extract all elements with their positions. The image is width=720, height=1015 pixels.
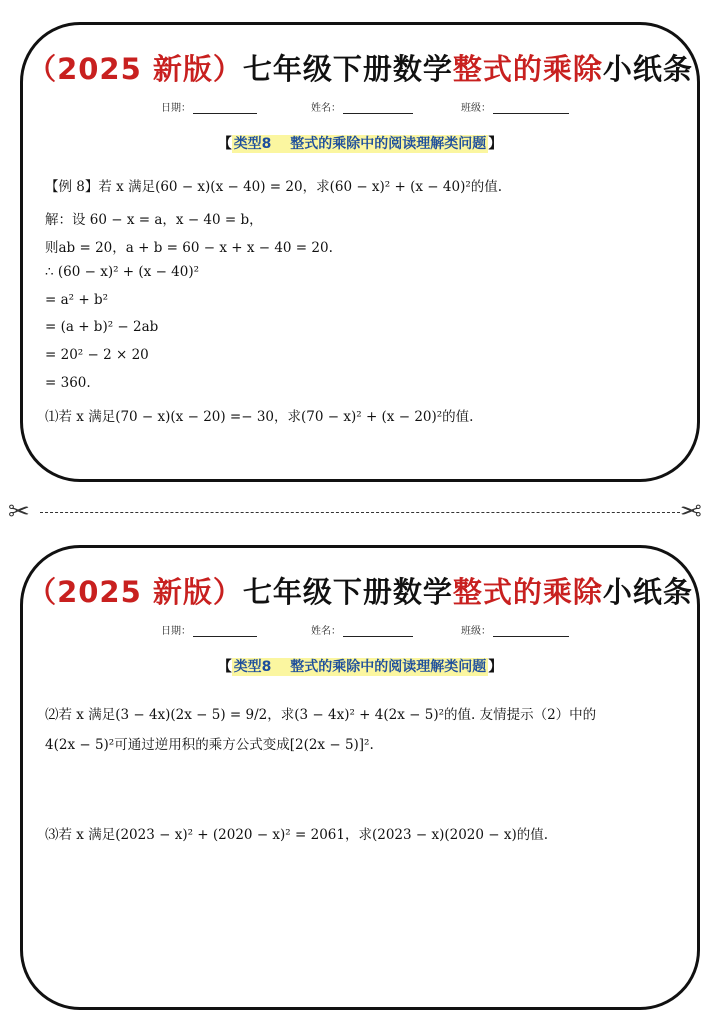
name-field[interactable] (311, 99, 413, 114)
type-title: 类型8 整式的乘除中的阅读理解类问题 (233, 659, 487, 675)
page-title (23, 570, 697, 611)
title-edition: （2025 新版） (27, 575, 243, 609)
class-blank[interactable] (493, 626, 569, 637)
question-2-line-1: ⑵若 x 满足(3 − 4x)(2x − 5) = 9/2，求(3 − 4x)² + 4(2x − 5)²的值. 友情提示（2）中的 (45, 707, 597, 723)
date-label: 日期： (161, 626, 191, 637)
name-label: 姓名： (311, 103, 341, 114)
bracket-open: 【 (217, 659, 232, 675)
scissors-icon: ✂ (8, 497, 30, 527)
type-header (23, 133, 697, 153)
bracket-close: 】 (488, 136, 503, 152)
solution-line: ∴ (60 − x)² + (x − 40)² (45, 264, 200, 280)
question-1: ⑴若 x 满足(70 − x)(x − 20) =− 30，求(70 − x)² + (x − 20)²的值. (45, 409, 474, 425)
name-label: 姓名： (311, 626, 341, 637)
class-field[interactable] (461, 622, 569, 637)
solution-line: = a² + b² (45, 292, 109, 308)
class-label: 班级： (461, 103, 491, 114)
class-field[interactable] (461, 99, 569, 114)
worksheet-card-bottom (20, 545, 700, 1010)
name-blank[interactable] (343, 626, 413, 637)
date-blank[interactable] (193, 626, 257, 637)
date-field[interactable] (161, 622, 257, 637)
title-suffix: 小纸条 (602, 52, 693, 86)
name-field[interactable] (311, 622, 413, 637)
class-label: 班级： (461, 626, 491, 637)
worksheet-card-top (20, 22, 700, 482)
title-topic: 整式的乘除 (452, 575, 603, 609)
type-title: 类型8 整式的乘除中的阅读理解类问题 (233, 136, 487, 152)
title-grade: 七年级下册数学 (242, 575, 453, 609)
date-field[interactable] (161, 99, 257, 114)
class-blank[interactable] (493, 103, 569, 114)
title-suffix: 小纸条 (602, 575, 693, 609)
bracket-open: 【 (217, 136, 232, 152)
solution-line: = (a + b)² − 2ab (45, 319, 159, 335)
date-label: 日期： (161, 103, 191, 114)
solution-line: = 360. (45, 375, 91, 391)
title-edition: （2025 新版） (27, 52, 243, 86)
title-grade: 七年级下册数学 (242, 52, 453, 86)
solution-line: = 20² − 2 × 20 (45, 347, 149, 363)
title-topic: 整式的乘除 (452, 52, 603, 86)
type-header (23, 656, 697, 676)
example-statement: 【例 8】若 x 满足(60 − x)(x − 40) = 20，求(60 − x)² + (x − 40)²的值. (45, 179, 503, 195)
question-3: ⑶若 x 满足(2023 − x)² + (2020 − x)² = 2061，求(2023 − x)(2020 − x)的值. (45, 827, 549, 843)
page-title (23, 47, 697, 88)
question-2-line-2: 4(2x − 5)²可通过逆用积的乘方公式变成[2(2x − 5)]². (45, 737, 374, 753)
name-blank[interactable] (343, 103, 413, 114)
scissors-icon: ✂ (680, 497, 702, 527)
solution-line: 则ab = 20，a + b = 60 − x + x − 40 = 20. (45, 240, 333, 256)
solution-line: 解：设 60 − x = a，x − 40 = b， (45, 212, 263, 228)
cut-line (40, 512, 680, 513)
date-blank[interactable] (193, 103, 257, 114)
bracket-close: 】 (488, 659, 503, 675)
